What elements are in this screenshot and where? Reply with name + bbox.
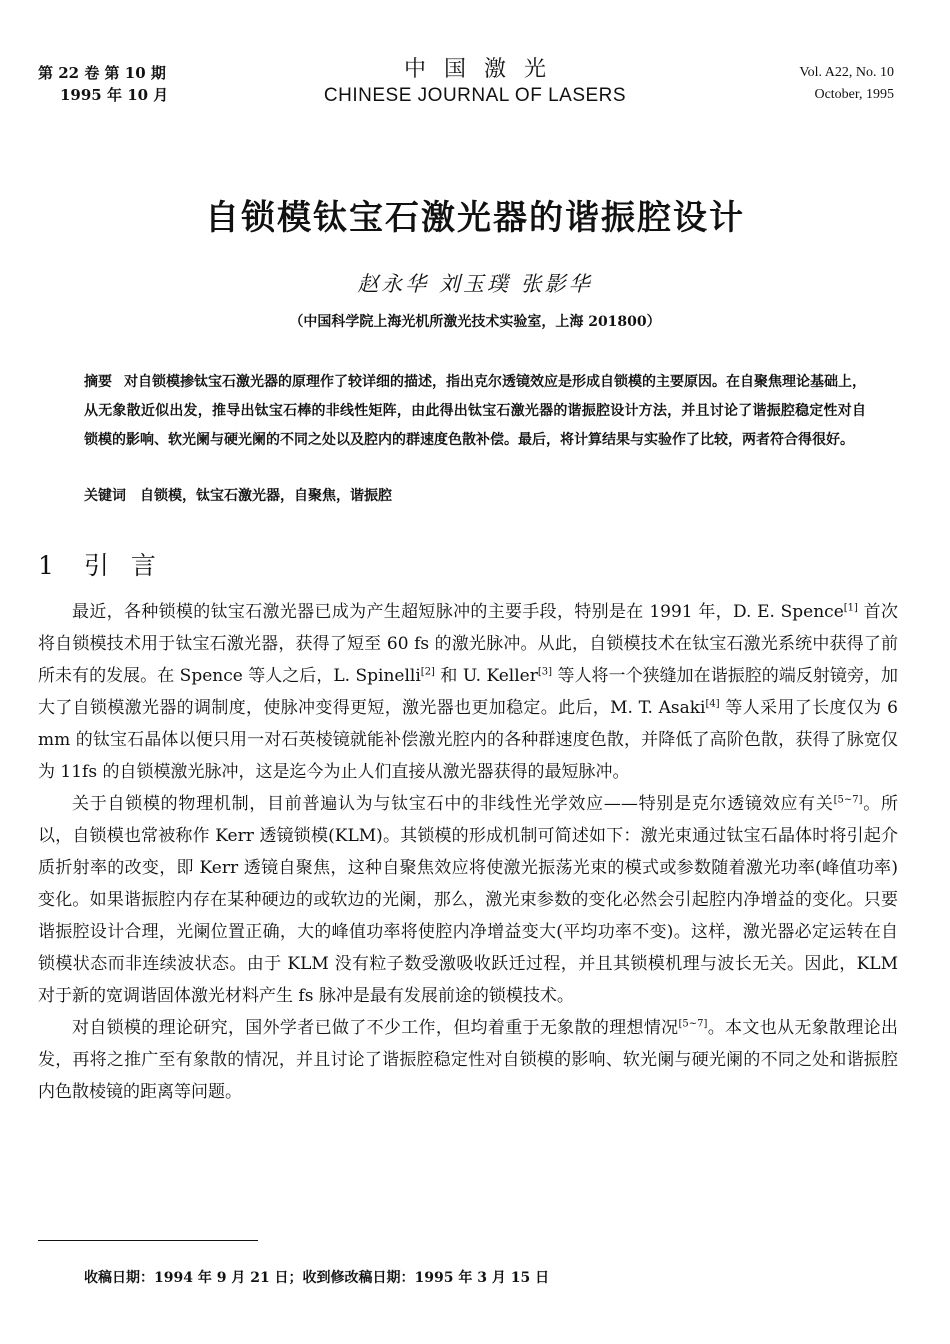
date-en: October, 1995 xyxy=(814,87,894,102)
paragraph-text: 等人将一个狭缝加在谐振腔的端反射镜旁，加大了自锁模激光器的调制度，使脉冲变得更短，激光器也更加稳定。此后，M. T. Asaki xyxy=(38,666,899,718)
paragraph-text: 和 U. Keller xyxy=(434,666,538,686)
body-text xyxy=(38,596,898,1108)
paragraph-text: 最近，各种锁模的钛宝石激光器已成为产生超短脉冲的主要手段，特别是在 1991 年，D. E. Spence xyxy=(72,602,844,622)
keywords-text: 自锁模，钛宝石激光器，自聚焦，谐振腔 xyxy=(140,488,392,504)
author-list: 赵永华 刘玉璞 张影华 xyxy=(357,272,593,296)
citation: [4] xyxy=(705,698,720,710)
paragraph-1 xyxy=(38,596,898,788)
header-left xyxy=(38,62,168,106)
volume-issue-en: Vol. A22, No. 10 xyxy=(799,65,894,80)
received-date-footnote: 收稿日期：1994 年 9 月 21 日；收到修改稿日期：1995 年 3 月 15 日 xyxy=(84,1270,550,1286)
paper-title: 自锁模钛宝石激光器的谐振腔设计 xyxy=(205,198,745,238)
citation: [5~7] xyxy=(833,794,863,806)
citation: [5~7] xyxy=(678,1018,708,1030)
section-title: 引言 xyxy=(83,551,178,580)
section-heading xyxy=(38,546,178,582)
citation: [2] xyxy=(420,666,435,678)
date-cn: 1995 年 10 月 xyxy=(60,86,169,104)
affiliation: （中国科学院上海光机所激光技术实验室，上海 201800） xyxy=(289,314,661,330)
journal-masthead xyxy=(290,56,660,108)
paragraph-3 xyxy=(38,1012,898,1108)
paragraph-text: 等人采用了长度仅为 6 mm 的钛宝石晶体以便只用一对石英棱镜就能补偿激光腔内的各种群速度色散，并降低了高阶色散，获得了脉宽仅为 11fs 的自锁模激光脉冲，这是迄今为止人们直接从激光器获得的最短脉冲。 xyxy=(38,698,898,782)
abstract-label: 摘要 xyxy=(84,374,112,390)
keywords xyxy=(84,482,866,511)
abstract-text: 对自锁模掺钛宝石激光器的原理作了较详细的描述，指出克尔透镜效应是形成自锁模的主要原因。在自聚焦理论基础上，从无象散近似出发，推导出钛宝石棒的非线性矩阵，由此得出钛宝石激光器的谐振腔设计方法，并且讨论了谐振腔稳定性对自锁模的影响、软光阑与硬光阑的不同之处以及腔内的群速度色散补偿。最后，将计算结果与实验作了比较，两者符合得很好。 xyxy=(84,374,866,448)
volume-issue-cn: 第 22 卷 第 10 期 xyxy=(38,64,166,82)
citation: [3] xyxy=(537,666,553,678)
footnote-divider xyxy=(38,1240,258,1241)
paragraph-text: 。所以，自锁模也常被称作 Kerr 透镜锁模(KLM)。其锁模的形成机制可简述如下：激光束通过钛宝石晶体时将引起介质折射率的改变，即 Kerr 透镜自聚焦，这种自聚焦效应将使激光振荡光束的模式或参数随着激光功率(峰值功率)变化。如果谐振腔内存在某种硬边的或软边的光阑，那么，激光束参数的变化必然会引起腔内净增益的变化。只要谐振腔设计合理，光阑位置正确，大的峰值功率将使腔内净增益变大(平均功率不变)。这样，激光器必定运转在自锁模状态而非连续波状态。由于 KLM 没有粒子数受激吸收跃迁过程，并且其锁模机理与波长无关。因此，KLM 对于新的宽调谐固体激光材料产生 fs 脉冲是最有发展前途的锁模技术。 xyxy=(38,794,899,1006)
citation: [1] xyxy=(843,602,858,614)
section-number: 1 xyxy=(38,551,54,580)
header-right xyxy=(799,62,894,106)
keywords-label: 关键词 xyxy=(84,488,126,504)
paragraph-2 xyxy=(38,788,898,1012)
paragraph-text: 首次将自锁模技术用于钛宝石激光器，获得了短至 60 fs 的激光脉冲。从此，自锁模技术在钛宝石激光系统中获得了前所未有的发展。在 Spence 等人之后，L. Spinelli xyxy=(38,602,898,686)
journal-name-cn: 中国激光 xyxy=(403,57,564,82)
paragraph-text: 。本文也从无象散理论出发，再将之推广至有象散的情况，并且讨论了谐振腔稳定性对自锁模的影响、软光阑与硬光阑的不同之处和谐振腔内色散棱镜的距离等问题。 xyxy=(38,1018,898,1102)
paragraph-text: 关于自锁模的物理机制，目前普遍认为与钛宝石中的非线性光学效应——特别是克尔透镜效应有关 xyxy=(72,794,834,814)
journal-name-en: CHINESE JOURNAL OF LASERS xyxy=(323,85,627,106)
paragraph-text: 对自锁模的理论研究，国外学者已做了不少工作，但均着重于无象散的理想情况 xyxy=(72,1018,679,1038)
abstract xyxy=(84,368,866,455)
